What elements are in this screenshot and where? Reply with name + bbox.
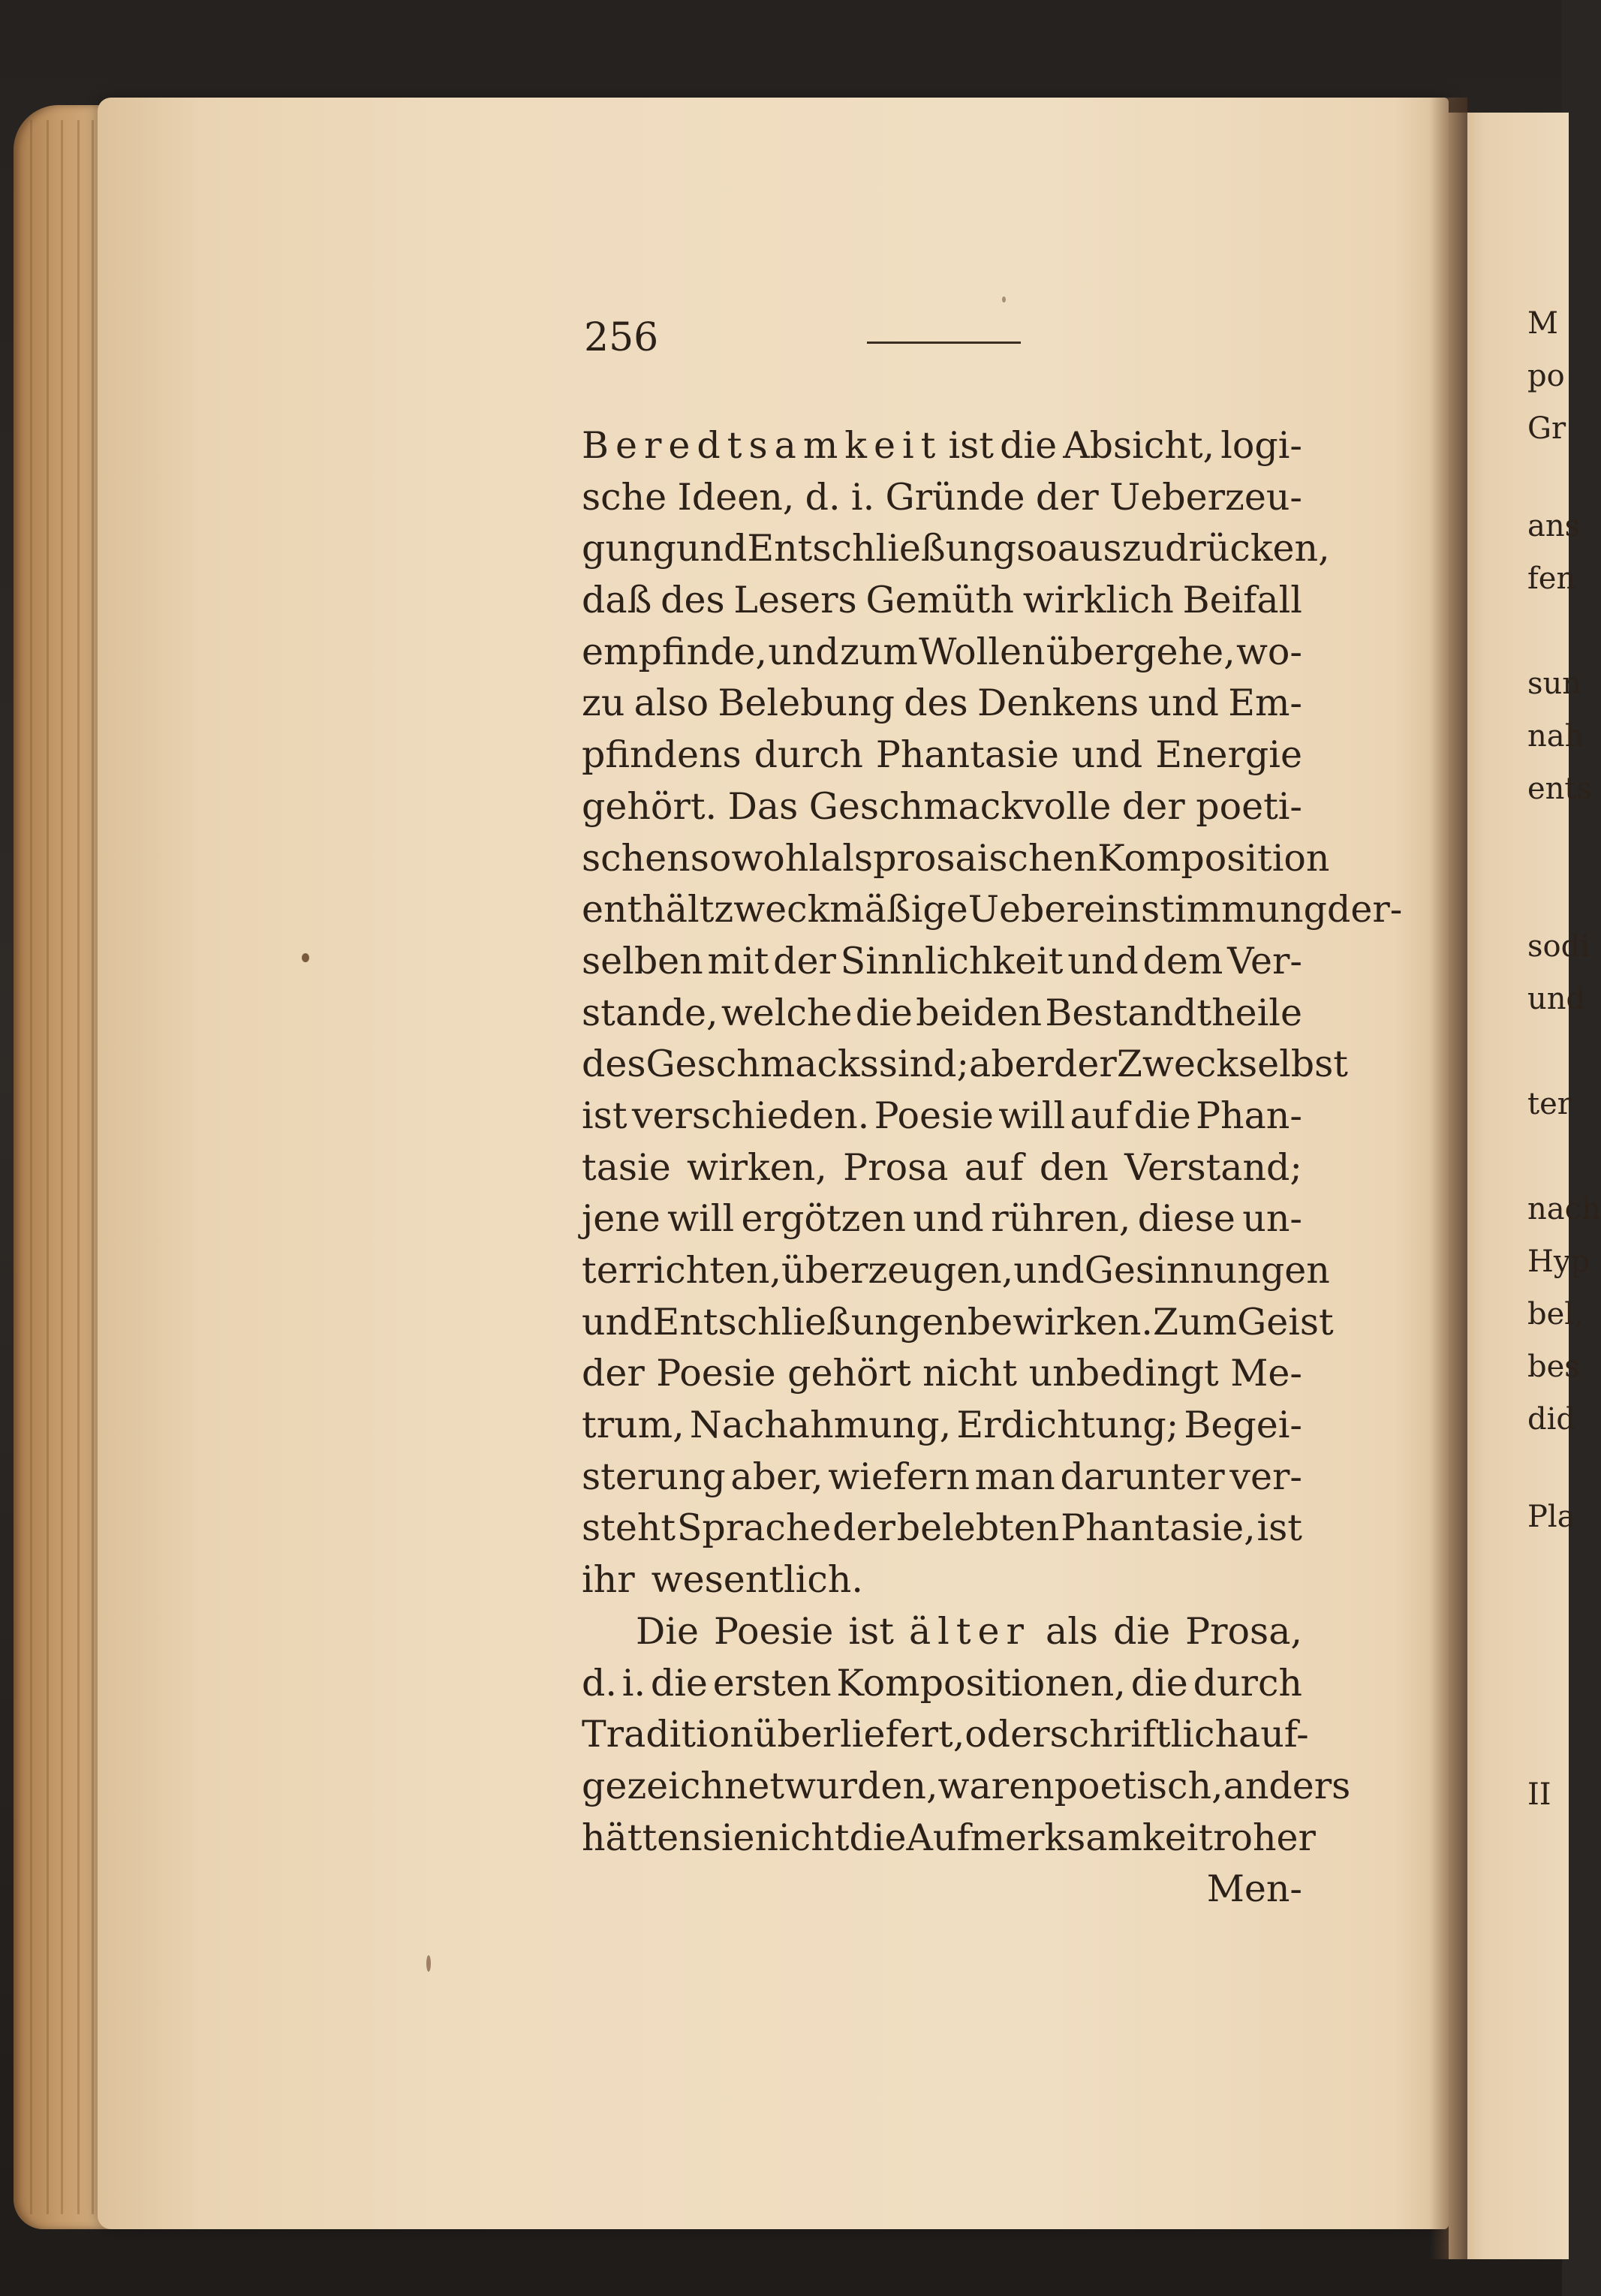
word: Geist: [1237, 1300, 1334, 1344]
word: und: [676, 527, 748, 570]
word: rühren,: [991, 1197, 1131, 1241]
word: zu: [582, 682, 625, 725]
text-line: [582, 1039, 1348, 1091]
word: des: [904, 682, 968, 725]
word: ergötzen: [741, 1197, 906, 1241]
word: dem: [1142, 939, 1223, 982]
word: Absicht,: [1063, 424, 1215, 467]
word: Gründe: [885, 475, 1025, 519]
word: Ueberzeu-: [1109, 475, 1302, 519]
word: Energie: [1155, 733, 1302, 777]
text-line: [582, 1091, 1302, 1142]
word: empfinde,: [582, 630, 768, 673]
text-line: [582, 420, 1302, 472]
word: der: [1054, 1043, 1117, 1086]
paper-stain: [1002, 296, 1006, 302]
text-line: [582, 1348, 1302, 1400]
word: Wollen: [919, 630, 1046, 673]
page-number: 256: [584, 315, 659, 360]
word: stande,: [582, 991, 718, 1034]
word: mit: [707, 939, 769, 982]
text-line: [582, 1554, 1302, 1606]
word: der: [773, 939, 836, 982]
text-line: [582, 1400, 1302, 1452]
word: ist: [848, 1609, 894, 1653]
facing-page-fragment: did: [1527, 1402, 1576, 1437]
word: die: [855, 991, 913, 1034]
word: anders: [1223, 1764, 1351, 1807]
word: durch: [754, 733, 863, 777]
word: hätten: [582, 1816, 703, 1859]
catchword: Men-: [1206, 1867, 1302, 1911]
word: daß: [582, 579, 652, 622]
facing-page-fragment: sodi: [1527, 929, 1590, 964]
word: Geschmacks: [646, 1043, 879, 1086]
word: Erdichtung;: [956, 1404, 1179, 1447]
word: darunter: [1060, 1455, 1225, 1498]
word: Zweck: [1116, 1043, 1238, 1086]
text-line: [582, 1503, 1302, 1554]
word: übergehe,: [1046, 630, 1235, 673]
word: trum,: [582, 1404, 685, 1447]
word: der-: [1326, 888, 1403, 931]
word: jene: [582, 1197, 661, 1241]
word: Beifall: [1182, 579, 1302, 622]
word: wurden,: [784, 1764, 938, 1807]
word: Em-: [1228, 682, 1302, 725]
facing-page-fragment: sun: [1527, 667, 1582, 701]
word: wo-: [1235, 630, 1302, 673]
word: Ideen,: [677, 475, 795, 519]
word: will: [998, 1094, 1066, 1137]
facing-page-fragment: bes: [1527, 1350, 1580, 1384]
word: waren: [937, 1764, 1055, 1807]
word: auszudrücken,: [1057, 527, 1330, 570]
word: Begei-: [1184, 1404, 1302, 1447]
word: schriftlich: [1049, 1713, 1239, 1756]
word: als: [1045, 1609, 1099, 1653]
word: Prosa: [843, 1145, 949, 1189]
word: Entschließung: [747, 527, 1017, 570]
text-line: [582, 781, 1302, 833]
text-line: [582, 988, 1302, 1040]
word: zweckmäßige: [714, 888, 968, 931]
word: enthält: [582, 888, 715, 931]
word: die: [650, 1661, 708, 1705]
word: pfindens: [582, 733, 742, 777]
word: aber: [969, 1043, 1055, 1086]
word: überliefert,: [753, 1713, 965, 1756]
word: Verstand;: [1124, 1145, 1302, 1189]
word: terrichten,: [582, 1249, 782, 1292]
word: un-: [1242, 1197, 1302, 1241]
text-line: [582, 1245, 1330, 1297]
word: sche: [582, 475, 667, 519]
word: älter: [908, 1609, 1031, 1653]
facing-page-fragment: nach: [1527, 1192, 1601, 1226]
word: welche: [721, 991, 853, 1034]
word: also: [633, 682, 709, 725]
facing-page-fragment: po: [1527, 359, 1565, 393]
word: bewirken.: [967, 1300, 1153, 1344]
text-line: [582, 833, 1330, 885]
word: d.: [582, 1661, 617, 1705]
body-text: [582, 420, 1403, 1915]
facing-page-fragment: ents: [1527, 772, 1593, 806]
word: Belebung: [718, 682, 895, 725]
facing-page-fragment: M: [1527, 306, 1558, 341]
text-line: [582, 472, 1302, 524]
word: Tradition: [582, 1713, 754, 1756]
word: wirken,: [687, 1145, 827, 1189]
word: Poesie: [656, 1352, 776, 1395]
word: Kompositionen,: [836, 1661, 1126, 1705]
word: Prosa,: [1185, 1609, 1302, 1653]
word: logi-: [1220, 424, 1302, 467]
word: unbedingt: [1028, 1352, 1219, 1395]
word: die: [849, 1816, 907, 1859]
word: diese: [1137, 1197, 1235, 1241]
word: und: [1148, 682, 1219, 725]
book-gutter: [1430, 98, 1467, 2259]
word: die: [1130, 1661, 1188, 1705]
text-line: [582, 1606, 1302, 1658]
word: und: [1013, 1249, 1085, 1292]
word: poetisch,: [1054, 1764, 1223, 1807]
header-rule: [867, 342, 1021, 344]
facing-page-fragment: und: [1527, 982, 1586, 1016]
word: Sinnlichkeit: [840, 939, 1064, 982]
facing-page-fragment: II: [1527, 1777, 1551, 1812]
text-line: [582, 1658, 1302, 1710]
text-line: [582, 523, 1330, 575]
word: den: [1039, 1145, 1109, 1189]
word: will: [667, 1197, 735, 1241]
text-line: [582, 884, 1403, 936]
word: Uebereinstimmung: [968, 888, 1327, 931]
word: selbst: [1238, 1043, 1348, 1086]
word: zum: [840, 630, 918, 673]
word: oder: [965, 1713, 1050, 1756]
text-line: [582, 627, 1302, 679]
word: so: [1016, 527, 1058, 570]
word: Die: [636, 1609, 699, 1653]
word: steht: [582, 1506, 676, 1550]
word: des: [661, 579, 725, 622]
word: die: [1113, 1609, 1171, 1653]
text-line: [582, 1709, 1309, 1761]
word: ersten: [712, 1661, 832, 1705]
word: ihr: [582, 1558, 635, 1602]
text-line: [582, 936, 1302, 988]
word: Phantasie: [875, 733, 1059, 777]
word: sterung: [582, 1455, 726, 1498]
text-line: [582, 1142, 1302, 1194]
word: Poesie: [714, 1609, 834, 1653]
word: die: [1000, 424, 1058, 467]
word: i.: [621, 1661, 646, 1705]
word: gehört.: [582, 784, 718, 828]
word: Entschließungen: [652, 1300, 968, 1344]
paper-stain: [302, 953, 309, 962]
word: Gemüth: [865, 579, 1014, 622]
word: Denkens: [977, 682, 1139, 725]
text-line: [582, 1193, 1302, 1245]
word: prosaischen: [873, 836, 1098, 880]
word: gehört: [787, 1352, 911, 1395]
word: Poesie: [874, 1094, 994, 1137]
word: Phan-: [1196, 1094, 1302, 1137]
word: Bestandtheile: [1045, 991, 1302, 1034]
word: Gesinnungen: [1084, 1249, 1330, 1292]
word: und: [1067, 939, 1139, 982]
word: ist: [1256, 1506, 1302, 1550]
word: auf: [964, 1145, 1024, 1189]
word: sind;: [878, 1043, 970, 1086]
word: roher: [1213, 1816, 1316, 1859]
paper-stain: [426, 1955, 431, 1972]
word: der: [832, 1506, 895, 1550]
word: poeti-: [1196, 784, 1302, 828]
word: gezeichnet: [582, 1764, 785, 1807]
word: Geschmackvolle: [808, 784, 1112, 828]
word: und: [913, 1197, 984, 1241]
text-line: [582, 1761, 1351, 1813]
word: der: [1121, 784, 1185, 828]
facing-page-fragment: Hyp: [1527, 1244, 1590, 1279]
word: i.: [850, 475, 875, 519]
word: d.: [805, 475, 841, 519]
word: Ver-: [1227, 939, 1302, 982]
word: nicht: [922, 1352, 1018, 1395]
word: die: [1133, 1094, 1191, 1137]
word: Das: [727, 784, 799, 828]
word: tasie: [582, 1145, 671, 1189]
word: der: [1035, 475, 1099, 519]
word: wiefern: [828, 1455, 970, 1498]
word: verschieden.: [631, 1094, 870, 1137]
word: auf: [1070, 1094, 1130, 1137]
facing-page-fragment: ans: [1527, 509, 1581, 543]
word: Zum: [1153, 1300, 1238, 1344]
word: Me-: [1230, 1352, 1302, 1395]
word: belebten: [896, 1506, 1060, 1550]
word: Aufmerksamkeit: [906, 1816, 1214, 1859]
facing-page-fragment: fen: [1527, 561, 1576, 596]
word: ver-: [1229, 1455, 1302, 1498]
word: Phantasie,: [1061, 1506, 1256, 1550]
word: Sprache: [676, 1506, 832, 1550]
word: und: [582, 1300, 653, 1344]
word: nicht: [754, 1816, 850, 1859]
catchword-line: [582, 1864, 1302, 1915]
word: sie: [702, 1816, 755, 1859]
word: man: [974, 1455, 1055, 1498]
facing-page-fragment: nah: [1527, 719, 1584, 754]
word: und: [1071, 733, 1143, 777]
word: des: [582, 1043, 646, 1086]
word: und: [768, 630, 839, 673]
word: gung: [582, 527, 676, 570]
word: beiden: [916, 991, 1043, 1034]
word: auf-: [1238, 1713, 1309, 1756]
word: Komposition: [1097, 836, 1330, 880]
text-line: [582, 1452, 1302, 1503]
text-line: [582, 1813, 1316, 1864]
text-line: [582, 1297, 1334, 1349]
text-line: [582, 575, 1302, 627]
word: ist: [948, 424, 994, 467]
word: schen: [582, 836, 691, 880]
facing-page-fragment: bel,: [1527, 1297, 1584, 1332]
word: als: [820, 836, 874, 880]
word: der: [582, 1352, 645, 1395]
facing-page-fragment: ter: [1527, 1087, 1572, 1121]
word: durch: [1193, 1661, 1302, 1705]
text-line: [582, 678, 1302, 730]
word: ist: [582, 1094, 627, 1137]
word: überzeugen,: [781, 1249, 1014, 1292]
word: wirklich: [1022, 579, 1174, 622]
word: Lesers: [733, 579, 857, 622]
facing-page-fragment: Pla: [1527, 1500, 1575, 1534]
word: aber,: [730, 1455, 823, 1498]
facing-page-fragment: Gr: [1527, 411, 1566, 446]
text-line: [582, 730, 1302, 781]
word: Beredtsamkeit: [582, 424, 943, 467]
word: Nachahmung,: [689, 1404, 952, 1447]
word: wesentlich.: [651, 1558, 863, 1602]
word: selben: [582, 939, 703, 982]
word: sowohl: [690, 836, 821, 880]
